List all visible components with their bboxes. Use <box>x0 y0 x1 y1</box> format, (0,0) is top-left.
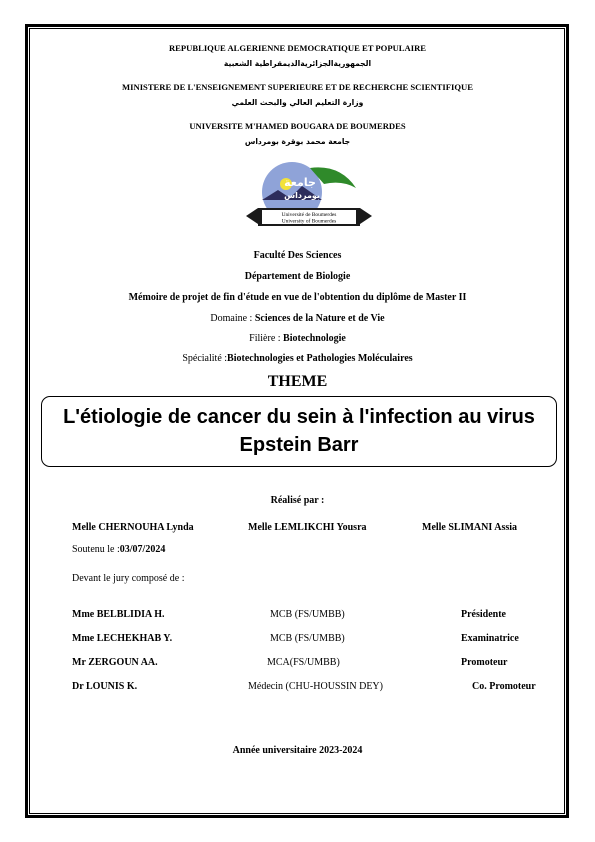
university-ar: جامعة محمد بوقرة بومرداس <box>244 137 351 146</box>
specialite-label: Spécialité : <box>182 353 228 364</box>
jury-grade: Médecin (CHU-HOUSSIN DEY) <box>248 681 383 692</box>
author-3: Melle SLIMANI Assia <box>422 522 517 533</box>
jury-grade: MCB (FS/UMBB) <box>270 633 345 644</box>
specialite-line <box>0 353 595 364</box>
domaine-value: Sciences de la Nature et de Vie <box>254 313 385 324</box>
specialite-value: Biotechnologies et Pathologies Moléculaires <box>227 353 413 364</box>
filiere-label: Filière : <box>249 333 284 344</box>
soutenu-date: 03/07/2024 <box>119 544 166 555</box>
logo-ribbon-right <box>360 208 372 224</box>
jury-role: Examinatrice <box>461 633 519 644</box>
memoire-line: Mémoire de projet de fin d'étude en vue de l'obtention du diplôme de Master II <box>128 292 467 303</box>
thesis-title-line2: Epstein Barr <box>239 434 359 456</box>
logo-text-ar-2: بومرداس <box>284 191 320 200</box>
authors-label: Réalisé par : <box>270 495 325 506</box>
ministry-ar: وزارة التعليم العالي والبحث العلمي <box>231 98 364 107</box>
jury-grade: MCB (FS/UMBB) <box>270 609 345 620</box>
university-fr: UNIVERSITE M'HAMED BOUGARA DE BOUMERDES <box>189 121 406 131</box>
jury-role: Présidente <box>461 609 506 620</box>
filiere-value: Biotechnologie <box>283 333 346 344</box>
soutenu-label: Soutenu le : <box>72 544 120 555</box>
department: Département de Biologie <box>244 271 351 282</box>
jury-name: Mme LECHEKHAB Y. <box>72 633 173 644</box>
jury-name: Dr LOUNIS K. <box>72 681 138 692</box>
domaine-label: Domaine : <box>210 313 255 324</box>
university-logo <box>244 160 374 240</box>
thesis-title-line1: L'étiologie de cancer du sein à l'infection au virus <box>63 406 535 428</box>
jury-role: Co. Promoteur <box>472 681 536 692</box>
theme-label: THEME <box>267 373 328 390</box>
filiere-line <box>0 333 595 344</box>
ministry-fr: MINISTERE DE L'ENSEIGNEMENT SUPERIEURE ET DE RECHERCHE SCIENTIFIQUE <box>122 82 473 92</box>
logo-ribbon-en: University of Boumerdes <box>281 218 337 225</box>
jury-grade: MCA(FS/UMBB) <box>267 657 340 668</box>
soutenu-line <box>72 544 165 555</box>
logo-ribbon-fr: Université de Boumerdes <box>281 212 337 218</box>
author-2: Melle LEMLIKCHI Yousra <box>248 522 367 533</box>
domaine-line <box>0 313 595 324</box>
author-1: Melle CHERNOUHA Lynda <box>72 522 194 533</box>
jury-intro: Devant le jury composé de : <box>72 573 185 584</box>
logo-text-ar-1: جامعة <box>284 176 316 189</box>
jury-role: Promoteur <box>461 657 508 668</box>
faculty: Faculté Des Sciences <box>253 250 342 261</box>
jury-name: Mme BELBLIDIA H. <box>72 609 165 620</box>
republic-ar: الجمهوريةالجزائريةالديمقراطية الشعبية <box>223 59 372 68</box>
academic-year: Année universitaire 2023-2024 <box>232 745 363 756</box>
jury-name: Mr ZERGOUN AA. <box>72 657 158 668</box>
logo-ribbon-left <box>246 208 258 224</box>
republic-fr: REPUBLIQUE ALGERIENNE DEMOCRATIQUE ET POPULAIRE <box>168 43 427 53</box>
